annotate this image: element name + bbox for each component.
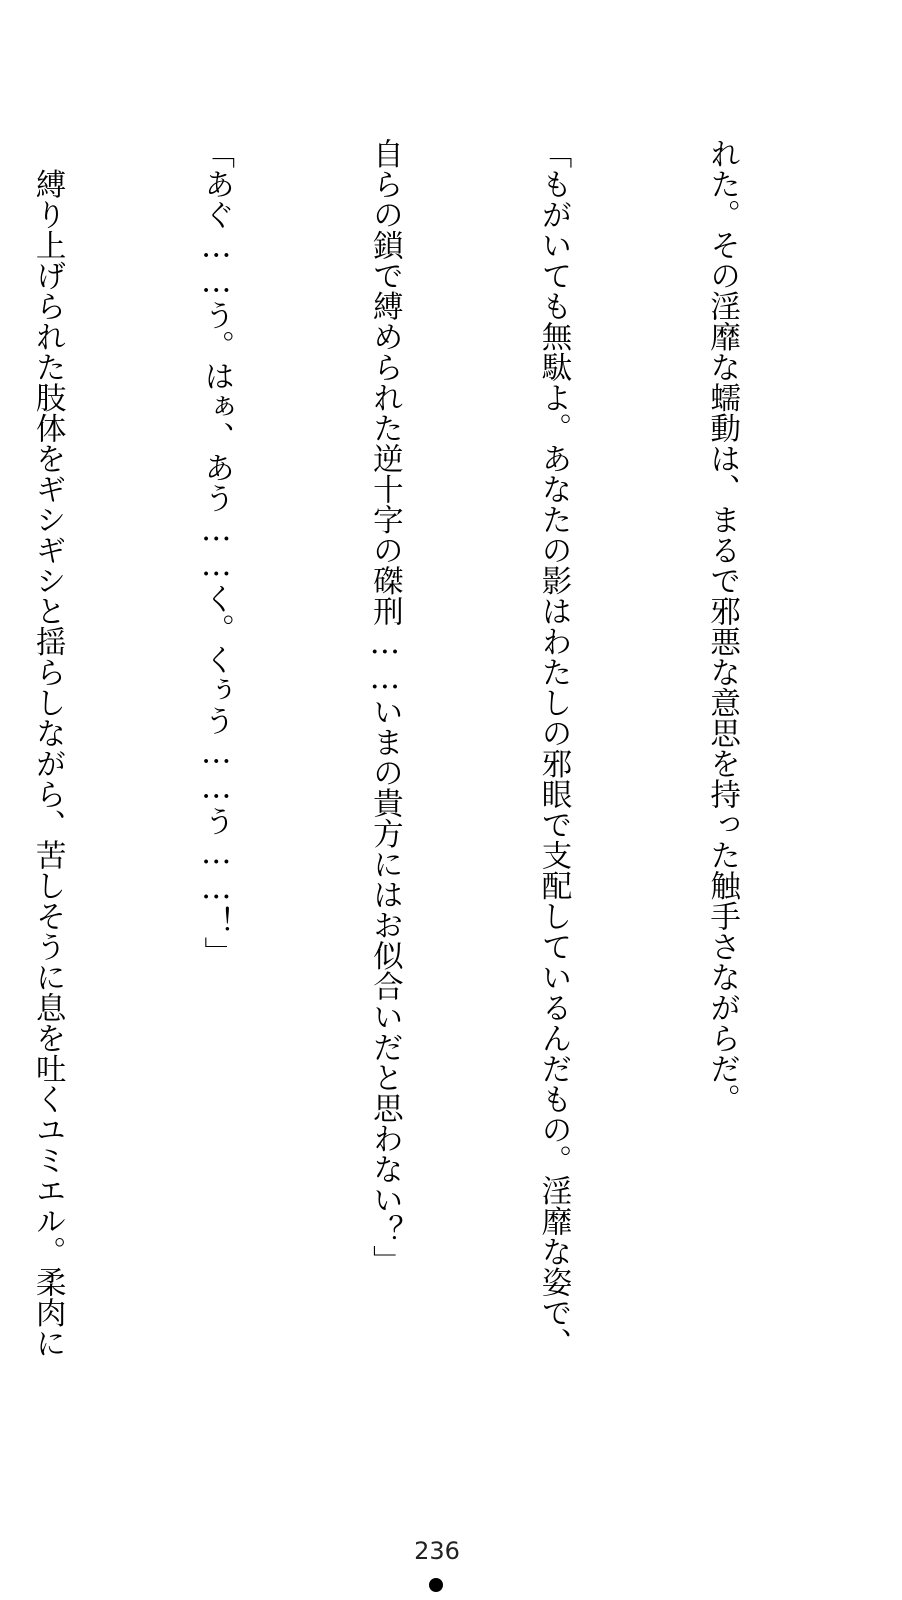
text-line: 「もがいても無駄よ。あなたの影はわたしの邪眼で支配しているんだもの。淫靡な姿で、 (535, 138, 571, 1358)
text-line: 自らの鎖で縛められた逆十字の磔刑……いまの貴方にはお似合いだと思わない？」 (367, 138, 403, 1276)
text-line: 縛り上げられた肢体をギシギシと揺らしながら、苦しそうに息を吐くユミエル。柔肉に (30, 138, 66, 1358)
page-marker-dot (429, 1578, 443, 1592)
page-number: 236 (414, 1537, 460, 1565)
text-line: 「あぐ……う。はぁ、あう……く。くぅう……う……！」 (198, 138, 234, 967)
body-text (0, 138, 862, 1378)
text-line: れた。その淫靡な蠕動は、まるで邪悪な意思を持った触手さながらだ。 (704, 138, 740, 1114)
